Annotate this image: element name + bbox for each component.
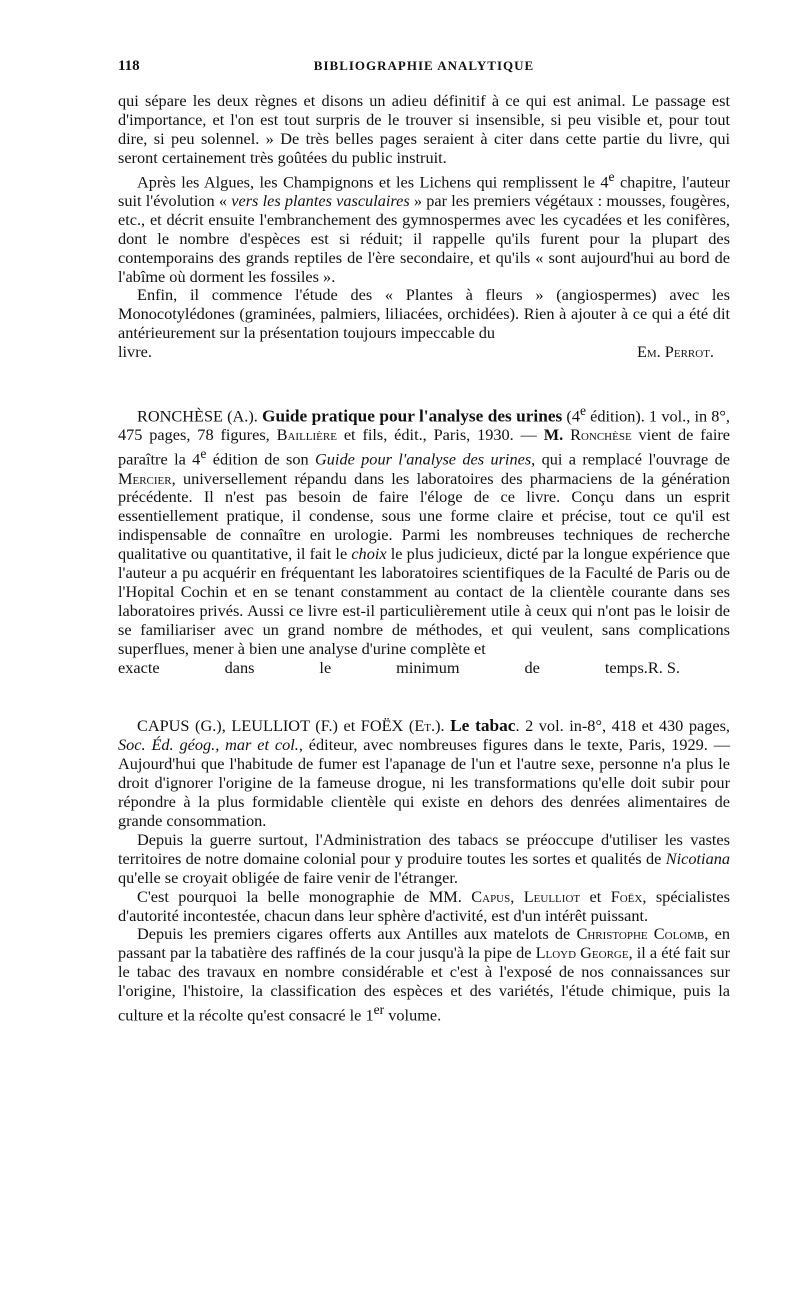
review2-body-superscript: e [200,446,207,462]
review3-p4-superscript: er [373,1002,385,1018]
page-header [118,58,730,80]
review2-details-2: et fils, édit., Paris, 1930. — [336,425,544,445]
review1-signature: Em. Perrot. [636,342,714,362]
review3-leulliot: Leulliot [523,886,581,906]
review2-publisher: Baillière [276,425,337,445]
review3-authors-b: ). [435,716,445,736]
review2-author: RONCHÈSE (A.). [137,406,258,426]
review3-p2-italic: Nicotiana [665,848,730,868]
review1-p2-superscript: e [608,168,615,184]
review2-m-label: M. [543,425,564,445]
review3-details-b: , éditeur, avec nombreuses figures dans le texte, Paris, 1929. — Aujourd'hui que l'habitude de fumer est l'apanage de l'un et l'autre sexe, personne n'a plus le droit d'ignorer l'origine de la fameuse drogue, ni les transformations qu'elle doit subir pour répondre à la plus formidable clientèle qui existe en dehors des denrées alimentaires de grande consommation. [118,735,730,830]
review3-colomb: Christophe Colomb [576,924,705,944]
review3-et: et [580,886,611,906]
review2-mercier: Mercier [118,468,172,488]
review1-p1-text: qui sépare les deux règnes et disons un adieu définitif à ce qui est animal. Le passage est d'importance, et l'on est tout surpris de le trouver si insensible, si peu visible et, pour tout dire, si peu solennel. » De très belles pages seraient à citer dans cette partie du livre, qui seront certainement très goûtées du public instruit. [118,91,730,167]
review3-authors-et: Et. [414,716,436,736]
review2-last-line [118,659,730,697]
review1-p2-text-b: chapitre, l'auteur suit l'évolution « [118,172,730,210]
review2-signature: R. S. [647,657,680,677]
review3-details-italic: Soc. Éd. géog., mar et col. [118,735,299,755]
review1-p2-italic: vers les plantes vasculaires [231,190,410,210]
review3-p2-b: qu'elle se croyait obligée de faire venir de l'étranger. [118,867,458,887]
review3-p4-b: , en passant par la tabatière des raffinés de la cour jusqu'à la pipe de [118,924,731,963]
review3-capus: Capus [471,886,511,906]
review3-foex: Foëx [610,886,643,906]
review2-edition-superscript: e [579,403,586,419]
review3-p4-c: , il a été fait sur le tabac des travaux en nombre considérable et c'est à l'exposé de nos connaissances sur l'origine, l'histoire, la classification des espèces et des variétés, l'étude chimique, puis la culture et la récolte qu'est consacré le 1 [118,943,731,1025]
review1-p2-text-c: » par les premiers végétaux : mousses, fougères, etc., et décrit ensuite l'embranchement des gymnospermes avec les cycadées et les conifères, dont le nombre d'espèces est si réduit; il rappelle qu'ils furent pour la plupart des contemporains des grands reptiles de l'ère secondaire, et qu'ils « sont aujourd'hui au bord de l'abîme où dorment les fossiles ». [118,190,730,286]
review1-p3-last: livre. [118,342,152,362]
review2-body-d: , universellement répandu dans les laboratoires des pharmaciens de la génération précédente. Il n'est pas besoin de faire l'éloge de ce livre. Conçu dans un esprit essentiellement pratique, il condense, sous une forme claire et précise, tout ce qu'il est indispensable de connaître en urologie. Parmi les nombreuses techniques de recherche qualitative ou quantitative, il fait le [118,468,730,564]
review3-p3-b: , spécialistes d'autorité incontestée, chacun dans leur sphère d'activité, est d'un intérêt puissant. [118,886,730,925]
review2-body-e: le plus judicieux, dicté par la longue expérience que l'auteur a pu acquérir en fréquentant les laboratoires scientifiques de la Faculté de Paris ou de l'Hopital Cochin et en se tenant constamment au contact de la clientèle courante dans ses laboratoires privés. Aussi ce livre est-il particulièrement utile à ceux qui n'ont pas le loisir de se familiariser avec un grand nombre de méthodes, et qui veulent, sans complications superflues, mener à bien une analyse d'urine complète et [118,544,730,658]
review2-title: Guide pratique pour l'analyse des urines [262,406,563,426]
review2-choix: choix [351,544,387,564]
review2-name: Ronchèse [570,425,632,445]
review3-lloyd: Lloyd George [535,943,629,963]
review2-body-last: exacte dans le minimum de temps. [118,657,648,677]
review1-paragraph-1 [118,92,730,168]
review3-details-a: . 2 vol. in-8°, 418 et 430 pages, [515,716,730,736]
section-gap [118,381,730,402]
review2-body-c: , qui a remplacé l'ouvrage de [531,449,730,469]
review1-p2-text-a: Après les Algues, les Champignons et les Lichens qui remplissent le 4 [137,172,609,192]
body-text [118,92,730,1025]
review3-p4-a: Depuis les premiers cigares offerts aux Antilles aux matelots de [137,924,577,944]
review3-p3-a: C'est pourquoi la belle monographie de MM. [137,886,472,906]
review3-title: Le tabac [450,716,516,736]
section-gap [118,696,730,717]
review2-edition-open: (4 [562,406,580,426]
page-number: 118 [118,58,140,74]
review3-p2-a: Depuis la guerre surtout, l'Administration des tabacs se préoccupe d'utiliser les vastes territoires de notre domaine colonial pour y produire toutes les sortes et qualités de [118,829,730,868]
review1-paragraph-3 [118,286,730,343]
running-title: BIBLIOGRAPHIE ANALYTIQUE [313,58,535,73]
review1-p3-text: Enfin, il commence l'étude des « Plantes à fleurs » (angiospermes) avec les Monocotylédones (graminées, palmiers, liliacées, orchidées). Rien à ajouter à ce qui a été dit antérieurement sur la présentation toujours impeccable du [118,285,730,343]
review1-paragraph-2 [118,168,730,287]
review2-body-a: vient de faire paraître la 4 [118,425,731,469]
review3-paragraph-2 [118,831,730,888]
review2-details: édition). 1 vol., in 8°, 475 pages, 78 figures, [118,406,730,445]
review2-body-b: édition de son [206,449,316,469]
review3-authors-a: CAPUS (G.), LEULLIOT (F.) et FOËX ( [137,716,415,736]
review3-paragraph-1 [118,717,730,830]
review3-paragraph-4 [118,925,730,1025]
review3-paragraph-3: C'est pourquoi la belle monographie de MM. Capus, Leulliot et Foëx, spécialistes d'autorité incontestée, chacun dans leur sphère d'activité, est d'un intérêt puissant. [118,886,730,925]
review2-paragraph [118,402,730,659]
review3-p4-d: volume. [384,1005,442,1025]
review2-body-italic: Guide pour l'analyse des urines [315,449,532,469]
review1-last-line [118,343,730,381]
